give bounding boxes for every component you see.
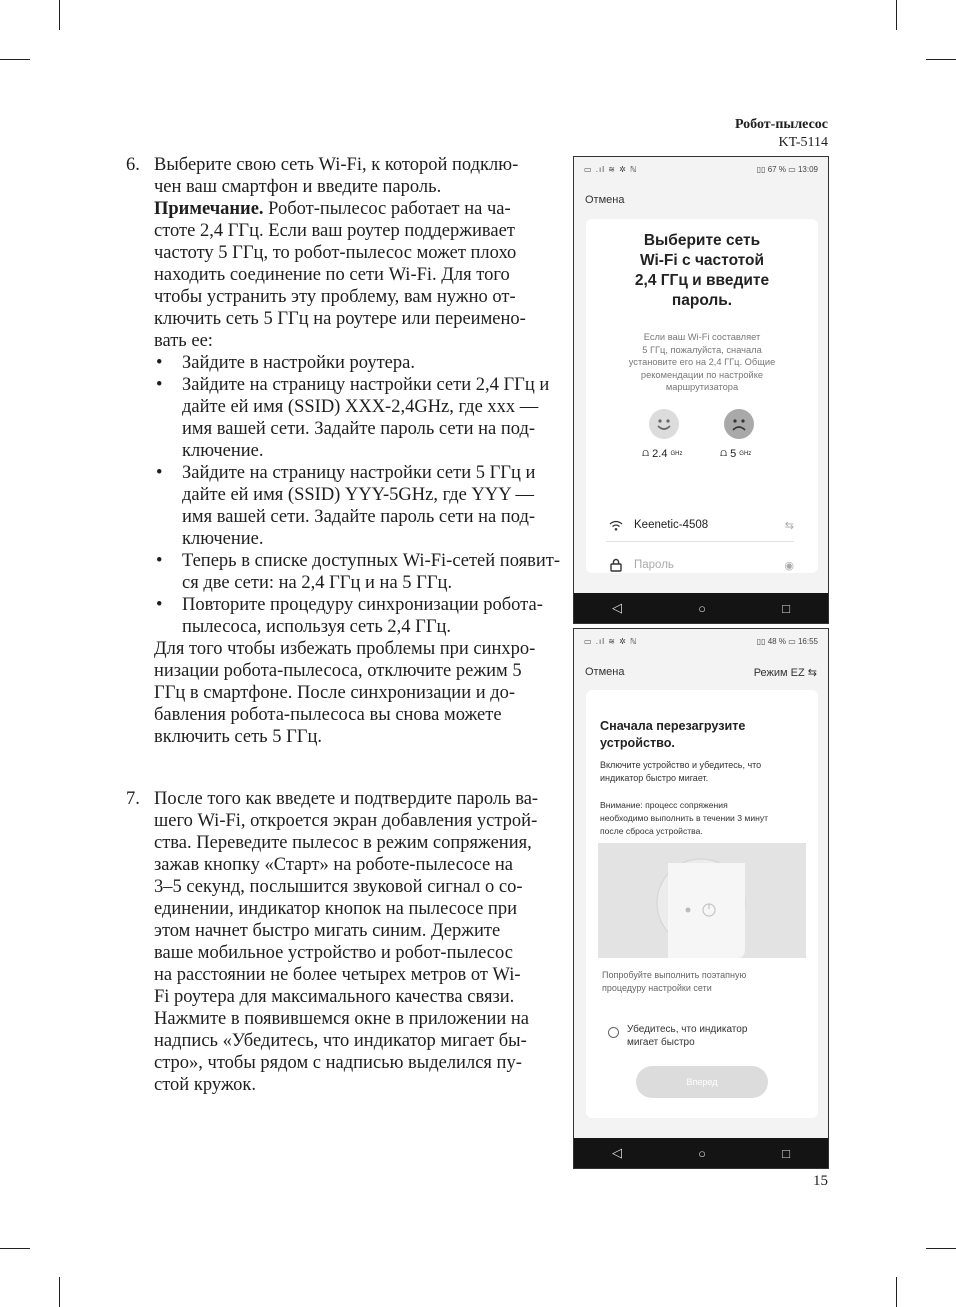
password-placeholder: Пароль [634, 559, 674, 571]
step-7-line: стро», чтобы рядом с надписью выделился пу- [154, 1053, 522, 1073]
step-7-line: 3–5 секунд, послышится звуковой сигнал о со- [154, 877, 523, 897]
card-title: Выберите сеть Wi-Fi с частотой 2,4 ГГц и введите пароль. [634, 232, 770, 309]
tail-line: Для того чтобы избежать проблемы при синхро- [154, 639, 536, 659]
cancel-button[interactable]: Отмена [585, 194, 625, 206]
nav-bar [574, 593, 828, 623]
nav-bar [574, 1138, 828, 1168]
home-icon[interactable]: ○ [698, 600, 706, 616]
body-text [118, 154, 564, 1096]
next-button[interactable]: Вперед [636, 1066, 768, 1098]
ssid-field[interactable] [606, 509, 794, 542]
status-right: ▯▯ 67 % ▭ 13:09 [756, 164, 818, 174]
bullet-item: • Теперь в списке доступных Wi-Fi-сетей появит- ся две сети: на 2,4 ГГц и на 5 ГГц. [156, 551, 560, 593]
wifi-card [586, 219, 818, 573]
step-7-line: этом начнет быстро мигать синим. Держите [154, 921, 501, 941]
crop-mark [0, 1248, 30, 1249]
step-7-line: ваше мобильное устройство и робот-пылесос [154, 943, 513, 963]
bullet-item: • Зайдите на страницу настройки сети 5 ГГц и дайте ей имя (SSID) YYY-5GHz, где YYY — имя вашей сети. Задайте пароль сети на под- ключение. [156, 463, 536, 549]
step-number: 7. [126, 789, 140, 809]
router-icon: ⩍ [720, 447, 728, 459]
note-line: частоту 5 ГГц, то робот-пылесос может плохо [154, 243, 517, 263]
crop-mark [59, 0, 60, 30]
confirm-blinking-checkbox[interactable]: Убедитесь, что индикатор мигает быстро [608, 1023, 788, 1049]
step-7-line: стой кружок. [154, 1075, 257, 1095]
radio-circle[interactable] [608, 1027, 619, 1038]
note-line: ключить сеть 5 ГГц на роутере или переимено- [154, 309, 526, 329]
bullet-dot: • [156, 353, 163, 373]
eye-icon[interactable]: ◉ [784, 559, 794, 572]
status-bar [574, 157, 828, 181]
card-description: Если ваш Wi-Fi составляет 5 ГГц, пожалуйста, сначала установите его на 2,4 ГГц. Общие рекомендации по настройке маршрутизатора [628, 332, 776, 393]
back-icon[interactable]: ◁ [612, 600, 623, 615]
router-icon: ⩍ [642, 447, 650, 459]
step-7-line: на расстоянии не более четырех метров от Wi- [154, 965, 521, 985]
top-bar [574, 181, 828, 213]
step-7-line: Нажмите в появившемся окне в приложении на [154, 1009, 530, 1029]
reset-card [586, 690, 818, 1118]
step-7-line: шего Wi-Fi, откроется экран добавления устрой- [154, 811, 538, 831]
recents-icon[interactable]: □ [782, 1145, 790, 1161]
phone-screenshot-wifi [573, 156, 829, 624]
tail-line: включить сеть 5 ГГц. [154, 727, 323, 747]
step-by-step-link[interactable]: Попробуйте выполнить поэтапную процедуру настройки сети [602, 970, 747, 993]
status-right: ▯▯ 48 % ▭ 16:55 [756, 636, 818, 646]
note-label: Примечание. [154, 199, 264, 219]
bullet-item: • Зайдите на страницу настройки сети 2,4 ГГц и дайте ей имя (SSID) XXX-2,4GHz, где xxx — имя вашей сети. Задайте пароль сети на под- ключение. [156, 375, 550, 461]
status-icons: ▭ .ıl ≋ ✲ ℕ [584, 164, 638, 174]
bullet-dot: • [156, 595, 163, 615]
band-2-4-label: ⩍ 2.4 GHz [642, 447, 683, 460]
bullet-dot: • [156, 551, 163, 571]
phone-screenshot-reset [573, 628, 829, 1169]
step-7-line: ства. Переведите пылесос в режим сопряжения, [154, 833, 532, 853]
ssid-value: Keenetic-4508 [634, 519, 709, 531]
home-icon[interactable]: ○ [698, 1145, 706, 1161]
step-6-line: чен ваш смартфон и введите пароль. [154, 177, 442, 197]
ez-mode-button[interactable]: Режим EZ ⇆ [753, 666, 817, 679]
back-icon[interactable]: ◁ [612, 1145, 623, 1160]
crop-mark [896, 0, 897, 30]
status-icons: ▭ .ıl ≋ ✲ ℕ [584, 636, 638, 646]
step-number: 6. [126, 155, 140, 175]
running-header [735, 116, 828, 152]
card-title: Сначала перезагрузите устройство. [600, 719, 746, 750]
top-bar [574, 653, 828, 685]
crop-mark [926, 59, 956, 60]
crop-mark [59, 1277, 60, 1307]
step-7-line: зажав кнопку «Старт» на роботе-пылесосе на [154, 855, 513, 875]
step-7 [118, 788, 564, 1096]
note-line: стоте 2,4 ГГц. Если ваш роутер поддерживает [154, 221, 515, 241]
card-warning: Внимание: процесс сопряжения необходимо выполнить в течении 3 минут после сброса устройства. [600, 800, 769, 836]
tail-line: ГГц в смартфоне. После синхронизации и до- [154, 683, 516, 703]
step-7-line: Fi роутера для максимального качества связи. [154, 987, 515, 1007]
bullet-dot: • [156, 375, 163, 395]
step-7-line: единении, индикатор кнопок на пылесосе при [154, 899, 517, 919]
band-5-label: ⩍ 5 GHz [720, 447, 752, 460]
card-text: Включите устройство и убедитесь, что индикатор быстро мигает. [600, 760, 762, 783]
happy-face-icon [649, 409, 679, 439]
tail-line: бавления робота-пылесоса вы снова можете [154, 705, 502, 725]
step-7-line: После того как введете и подтвердите пароль ва- [154, 789, 539, 809]
lock-icon [606, 558, 626, 572]
crop-mark [0, 59, 30, 60]
device-illustration [598, 843, 806, 958]
step-6 [118, 154, 564, 748]
bullet-item: • Повторите процедуру синхронизации робота- пылесоса, используя сеть 2,4 ГГц. [156, 595, 543, 637]
cancel-button[interactable]: Отмена [585, 666, 625, 678]
header-model: KT-5114 [778, 135, 828, 150]
note-line: вать ее: [154, 331, 213, 351]
password-field[interactable] [606, 551, 794, 579]
recents-icon[interactable]: □ [782, 600, 790, 616]
step-7-line: надпись «Убедитесь, что индикатор мигает бы- [154, 1031, 527, 1051]
note-line: находить соединение по сети Wi-Fi. Для того [154, 265, 510, 285]
tail-line: низации робота-пылесоса, отключите режим 5 [154, 661, 522, 681]
band-indicators [586, 409, 818, 469]
note-line: Примечание. Робот-пылесос работает на ча- [154, 199, 511, 219]
status-bar [574, 629, 828, 653]
sad-face-icon [724, 409, 754, 439]
bullet-item: • Зайдите в настройки роутера. [156, 353, 415, 373]
wifi-icon [606, 520, 626, 531]
note-line: чтобы устранить эту проблему, вам нужно от- [154, 287, 516, 307]
bullet-dot: • [156, 463, 163, 483]
step-6-line: Выберите свою сеть Wi-Fi, к которой подклю- [154, 155, 519, 175]
crop-mark [896, 1277, 897, 1307]
header-title: Робот-пылесос [734, 117, 828, 132]
crop-mark [926, 1248, 956, 1249]
page-number: 15 [813, 1173, 828, 1189]
switch-network-icon[interactable]: ⇆ [784, 519, 794, 532]
